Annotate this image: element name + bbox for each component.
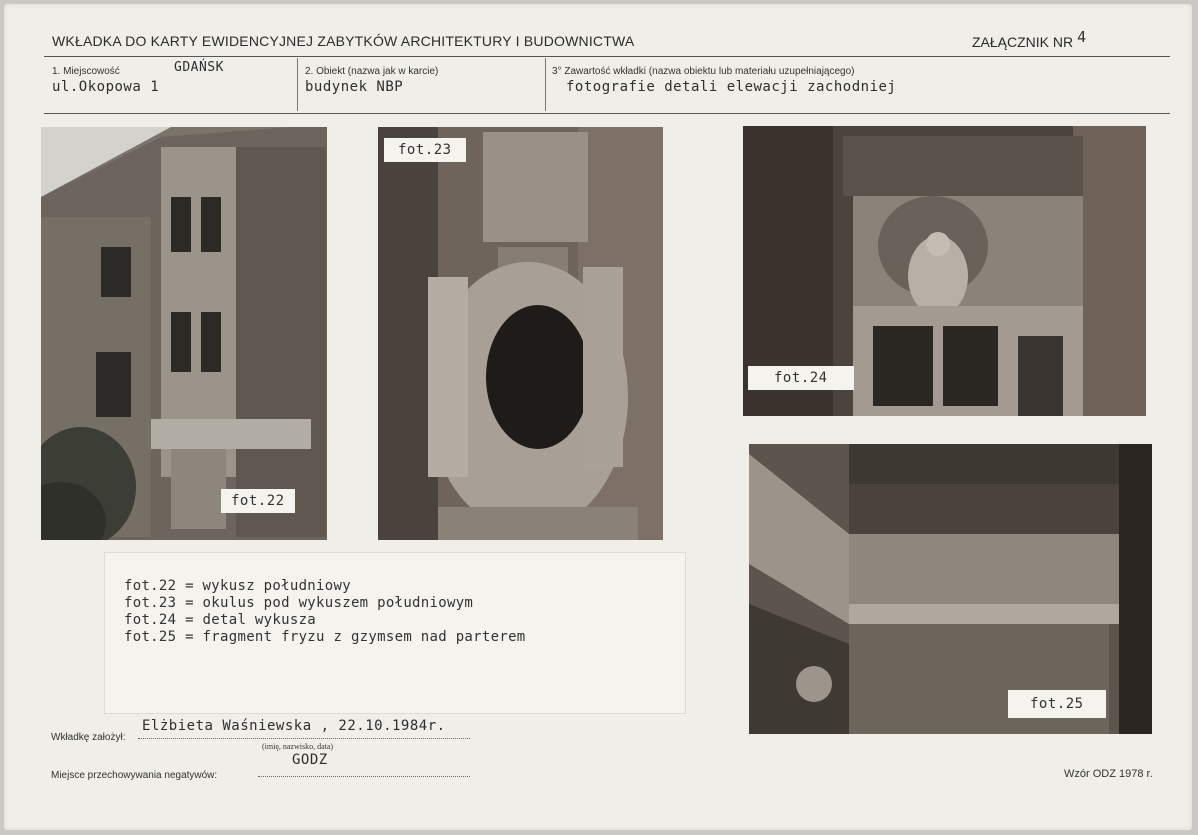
- founded-line: [138, 738, 470, 739]
- form-title: WKŁADKA DO KARTY EWIDENCYJNEJ ZABYTKÓW ARCHITEKTURY I BUDOWNICTWA: [52, 33, 635, 49]
- founded-value: Elżbieta Waśniewska , 22.10.1984r.: [142, 718, 446, 734]
- storage-value: GODZ: [292, 752, 328, 768]
- photo-23-image: [378, 127, 663, 540]
- photo-22-tag: fot.22: [221, 489, 295, 513]
- photo-22-image: [41, 127, 327, 540]
- photo-25-tag: fot.25: [1008, 690, 1106, 718]
- photo-captions: [124, 578, 526, 646]
- header-rule: [44, 56, 1170, 57]
- content-value: fotografie detali elewacji zachodniej: [566, 79, 897, 95]
- photo-23-tag: fot.23: [384, 138, 466, 162]
- founded-hint: (imię, nazwisko, data): [262, 742, 334, 751]
- caption-25: fot.25 = fragment fryzu z gzymsem nad parterem: [124, 629, 526, 645]
- storage-line: [258, 776, 470, 777]
- locality-label: 1. Miejscowość: [52, 66, 120, 77]
- annex-label-text: ZAŁĄCZNIK NR: [972, 34, 1074, 50]
- caption-23: fot.23 = okulus pod wykuszem południowym: [124, 595, 474, 611]
- field-divider-1: [297, 58, 298, 111]
- caption-24: fot.24 = detal wykusza: [124, 612, 317, 628]
- annex-label: [972, 28, 1087, 51]
- photo-24-tag: fot.24: [748, 366, 854, 390]
- locality-street: ul.Okopowa 1: [52, 79, 160, 95]
- locality-city: GDAŃSK: [174, 60, 224, 75]
- storage-label: Miejsce przechowywania negatywów:: [51, 770, 218, 781]
- caption-22: fot.22 = wykusz południowy: [124, 578, 351, 594]
- form-model: Wzór ODZ 1978 r.: [1064, 768, 1153, 780]
- photo-23-oculus: [378, 127, 663, 540]
- object-value: budynek NBP: [305, 79, 404, 95]
- photo-22-south-oriel: [41, 127, 327, 540]
- fields-rule: [44, 113, 1170, 114]
- content-label: 3° Zawartość wkładki (nazwa obiektu lub materiału uzupełniającego): [552, 66, 855, 77]
- founded-label: Wkładkę założył:: [51, 732, 126, 743]
- object-label: 2. Obiekt (nazwa jak w karcie): [305, 66, 439, 77]
- field-divider-2: [545, 58, 546, 111]
- annex-number: 4: [1077, 28, 1087, 46]
